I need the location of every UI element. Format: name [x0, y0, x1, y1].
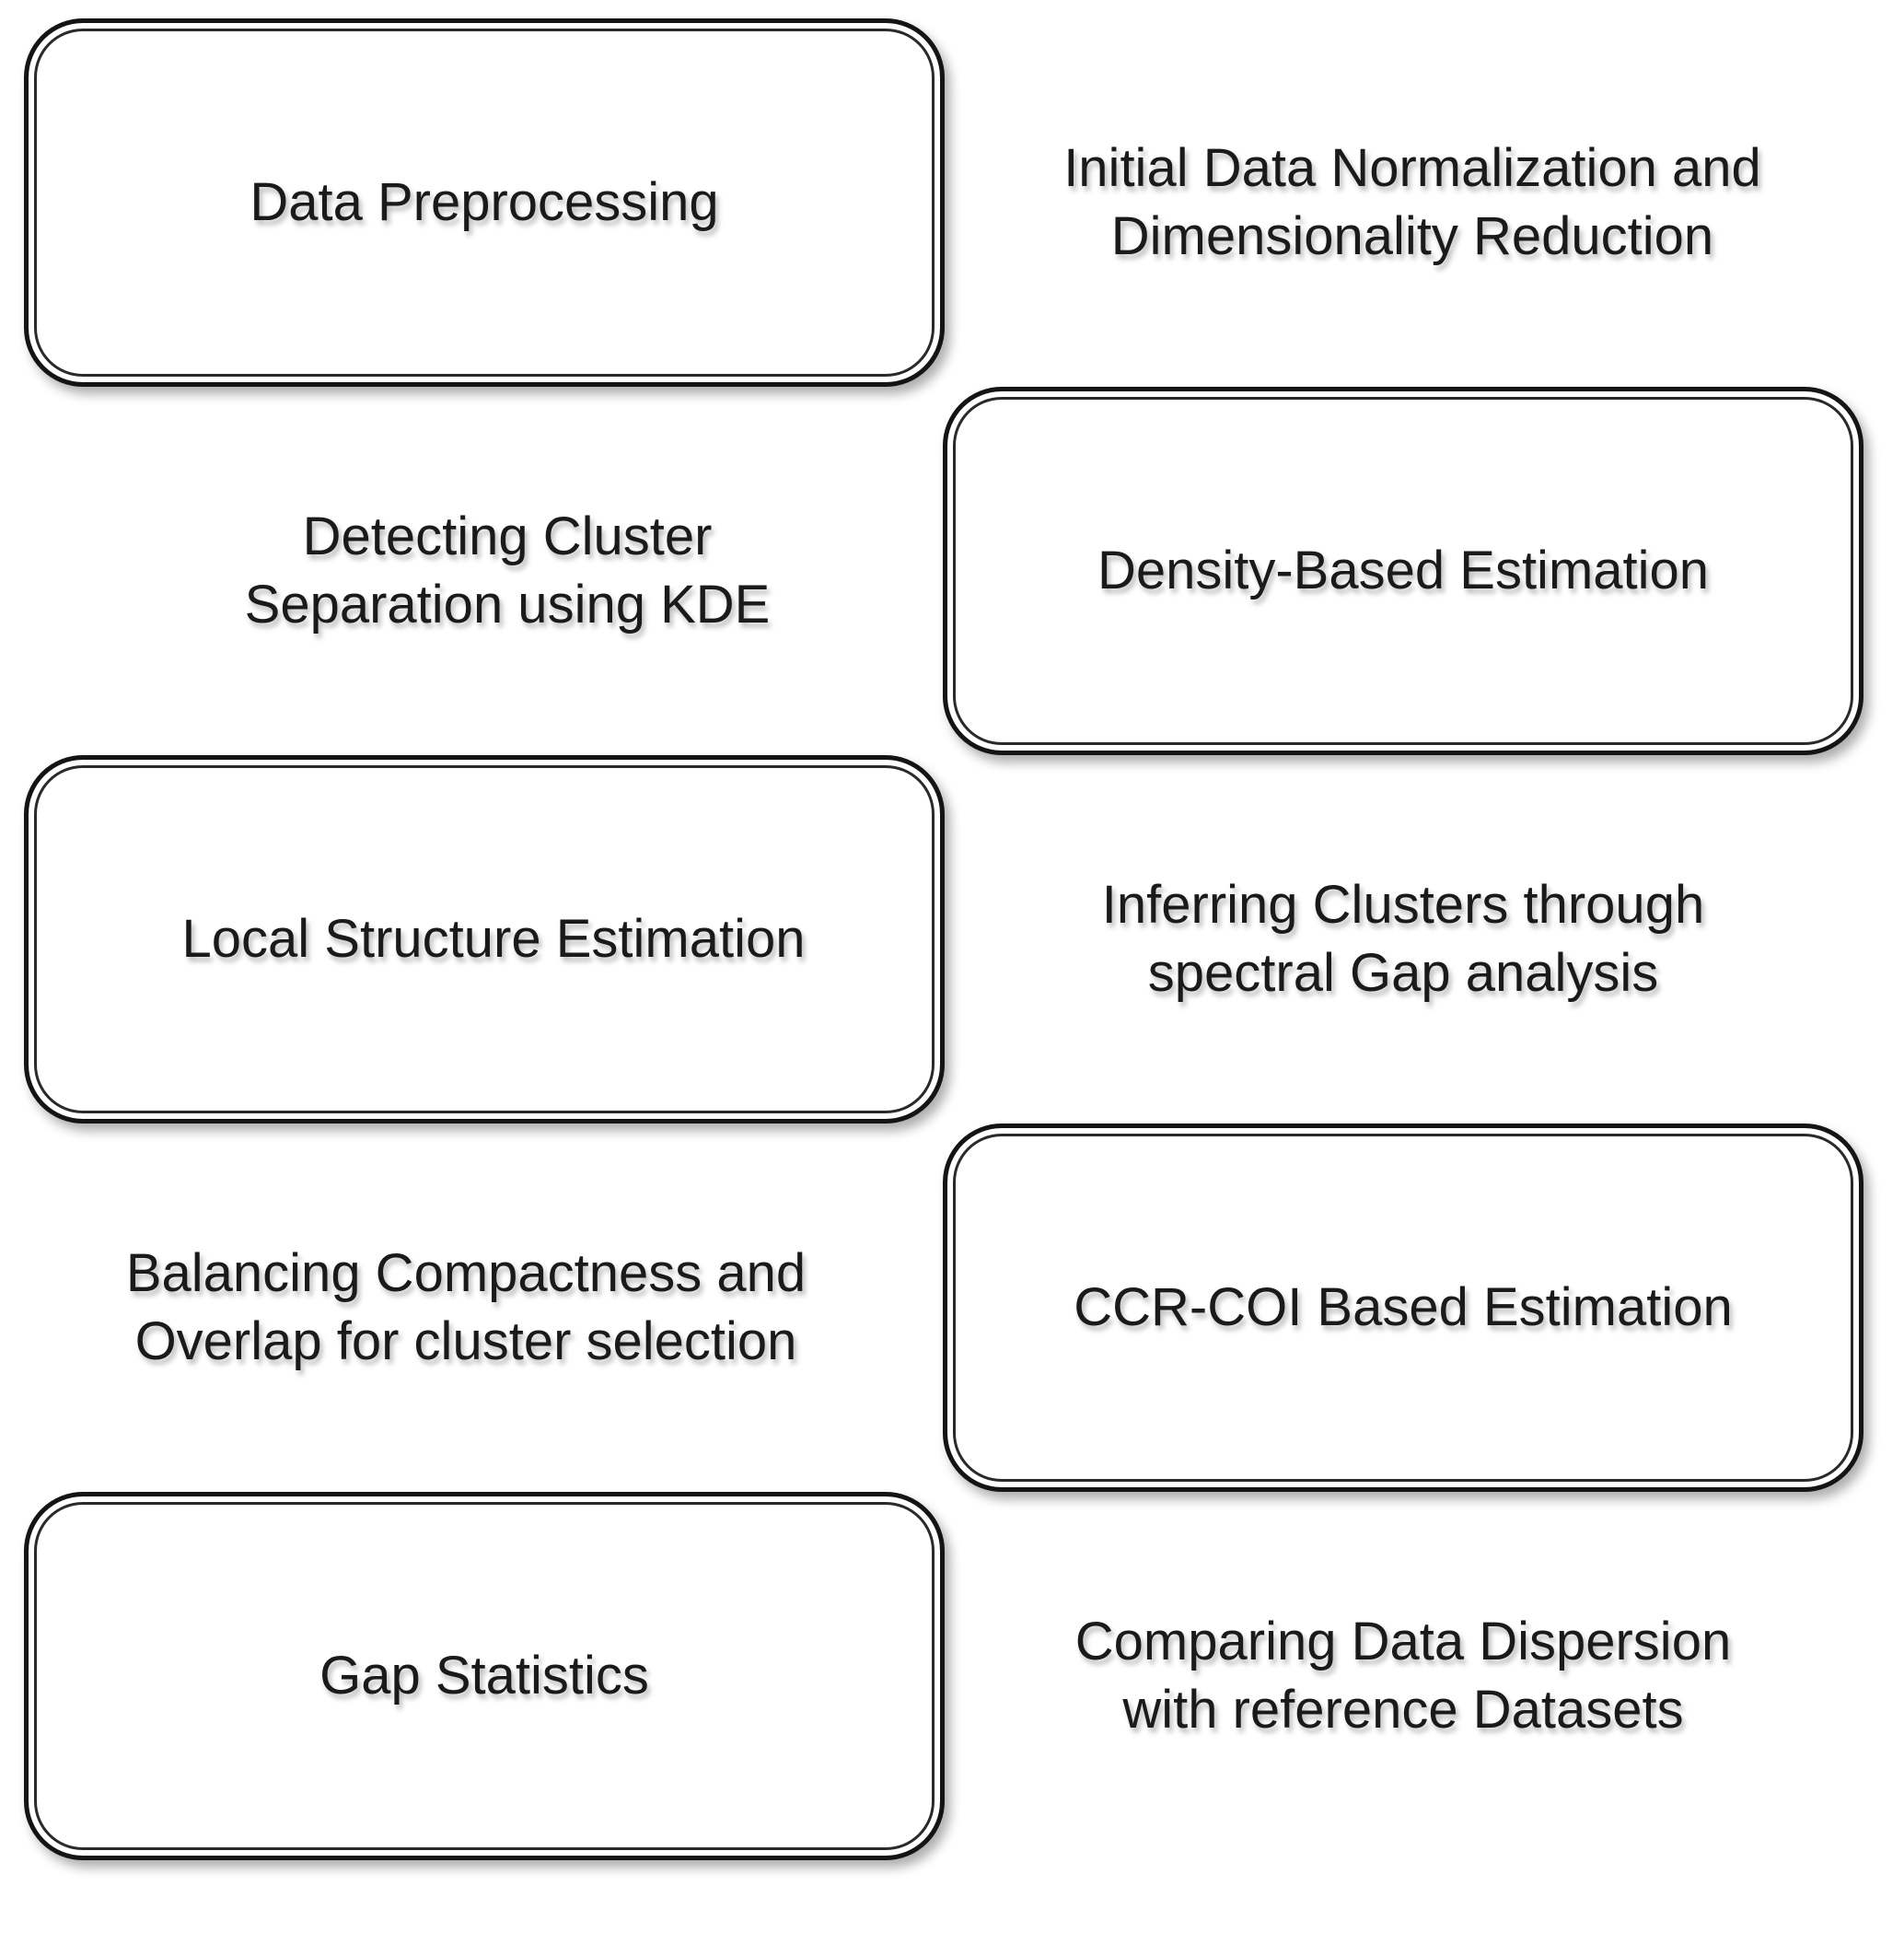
step-description-line: Balancing Compactness and: [125, 1242, 807, 1303]
step-description-line: Separation using KDE: [244, 575, 771, 635]
step-box-label: Local Structure Estimation: [181, 908, 806, 969]
step-description-line: spectral Gap analysis: [1147, 943, 1659, 1003]
step-box-label: Gap Statistics: [319, 1645, 649, 1706]
step-description-gap-statistics: [943, 1492, 1863, 1860]
step-box-ccr-coi-based-estimation: [943, 1124, 1863, 1492]
step-description-data-preprocessing: [943, 18, 1863, 387]
step-box-label: Data Preprocessing: [250, 171, 719, 232]
step-description-line: Overlap for cluster selection: [134, 1311, 797, 1371]
step-description-local-structure: [943, 755, 1863, 1124]
step-box-data-preprocessing: [24, 18, 945, 387]
step-description-ccr-coi: [24, 1124, 945, 1492]
step-box-label: Density-Based Estimation: [1097, 540, 1710, 600]
step-description-line: Initial Data Normalization and: [1063, 137, 1761, 198]
step-box-gap-statistics: [24, 1492, 945, 1860]
step-description-line: Comparing Data Dispersion: [1074, 1611, 1732, 1671]
step-box-local-structure-estimation: [24, 755, 945, 1124]
step-description-line: Dimensionality Reduction: [1110, 206, 1714, 266]
step-box-density-based-estimation: [943, 387, 1863, 755]
step-description-line: Detecting Cluster: [302, 506, 713, 566]
step-description-density-based: [24, 387, 945, 755]
step-description-line: Inferring Clusters through: [1101, 874, 1705, 935]
step-box-label: CCR-COI Based Estimation: [1074, 1276, 1733, 1337]
step-description-line: with reference Datasets: [1122, 1680, 1684, 1740]
